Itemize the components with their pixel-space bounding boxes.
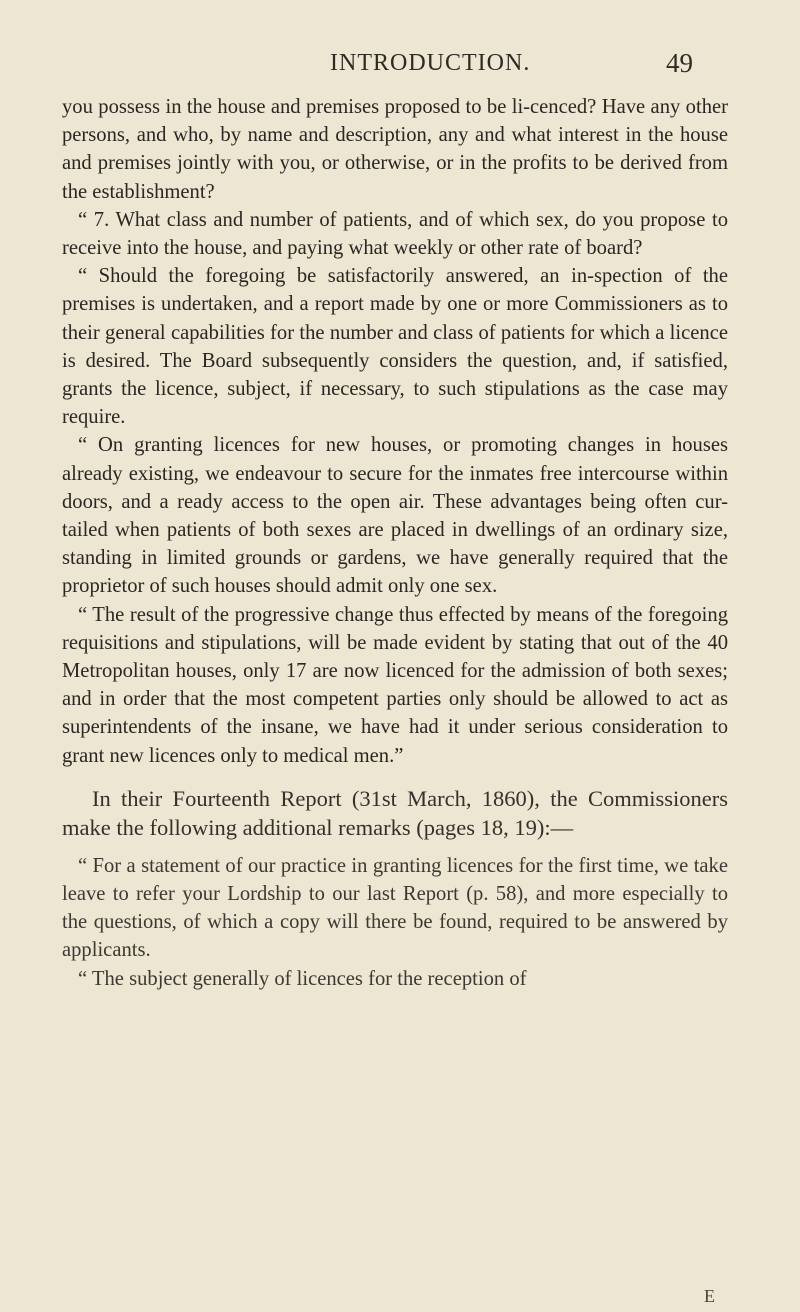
paragraph-3: “ Should the foregoing be satisfactorily answered, an in-spection of the premises is undertaken, and a report made by one or more Commissioners as to their general capabilities for the number and class of patients for which a licence is desired. The Board subsequently considers the question, and, if satisfied, grants the licence, subject, if necessary, to such stipulations as the case may require.: [62, 265, 728, 429]
body-text: [62, 93, 728, 993]
paragraph-4: “ On granting licences for new houses, or promoting changes in houses already existing, we endeavour to secure for the inmates free intercourse within doors, and a ready access to the open air. These advantages being often cur-tailed when patients of both sexes are placed in dwellings of an ordinary size, standing in limited grounds or gardens, we have generally required that the proprietor of such houses should admit only one sex.: [62, 434, 728, 598]
paragraph-2: “ 7. What class and number of patients, and of which sex, do you propose to receive into the house, and paying what weekly or other rate of board?: [62, 208, 728, 260]
signature-mark: E: [704, 1286, 715, 1306]
paragraph-7: “ For a statement of our practice in granting licences for the first time, we take leave to refer your Lordship to our last Report (p. 58), and more especially to the questions, of which a copy will there be found, required to be answered by applicants.: [62, 854, 728, 962]
running-title: INTRODUCTION.: [330, 50, 531, 76]
running-head: [0, 50, 800, 90]
page-number: 49: [666, 48, 693, 78]
paragraph-5: “ The result of the progressive change thus effected by means of the foregoing requisitions and stipulations, will be made evident by stating that out of the 40 Metropolitan houses, only 17 are now licenced for the admission of both sexes; and in order that the most competent parties only should be allowed to act as superintendents of the insane, we have had it under serious consideration to grant new licences only to medical men.”: [62, 603, 728, 767]
paragraph-1: you possess in the house and premises proposed to be li-cenced? Have any other persons, and who, by name and description, any and what interest in the house and premises jointly with you, or otherwise, or in the profits to be derived from the establishment?: [62, 96, 728, 203]
paragraph-8: “ The subject generally of licences for the reception of: [78, 967, 527, 990]
paragraph-6: In their Fourteenth Report (31st March, 1860), the Commissioners make the following additional remarks (pages 18, 19):—: [62, 785, 728, 840]
